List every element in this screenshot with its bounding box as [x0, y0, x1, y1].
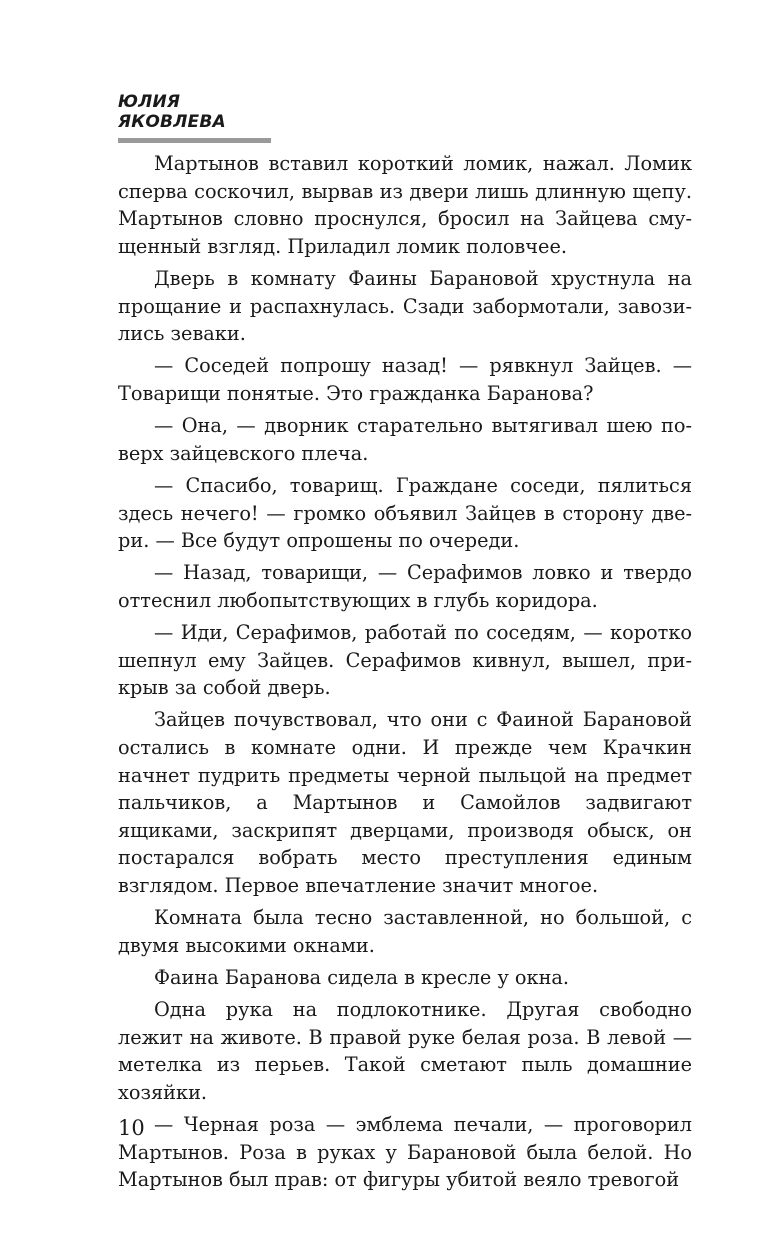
- running-head: [118, 92, 278, 143]
- running-head-author: ЮЛИЯ ЯКОВЛЕВА: [118, 92, 226, 132]
- paragraph-2: Дверь в комнату Фаины Барановой хрустнула на прощание и распахнулась. Сзади забормотали, завозились зеваки.: [118, 266, 692, 346]
- paragraph-3: — Соседей попрошу назад! — рявкнул Зайцев. — Товарищи понятые. Это гражданка Баранова?: [118, 354, 692, 405]
- running-head-rule: [118, 138, 271, 143]
- paragraph-9: Комната была тесно заставленной, но большой, с двумя высокими окнами.: [118, 906, 692, 957]
- paragraph-12: — Черная роза — эмблема печали, — проговорил Мартынов. Роза в руках у Барановой была белой. Но Мартынов был прав: от фигуры убитой веяло тревогой: [118, 1113, 692, 1192]
- paragraph-7: — Иди, Серафимов, работай по соседям, — коротко шепнул ему Зайцев. Серафимов кивнул, вышел, прикрыв за собой дверь.: [118, 621, 692, 700]
- paragraph-1: Мартынов вставил короткий ломик, нажал. Ломик сперва соскочил, вырвав из двери лишь длинную щепу. Мартынов словно проснулся, бросил на Зайцева смущенный взгляд. Приладил ломик половчее.: [118, 152, 692, 258]
- paragraph-4: — Она, — дворник старательно вытягивал шею поверх зайцевского плеча.: [118, 414, 692, 465]
- page-number: 10: [118, 1116, 145, 1140]
- paragraph-10: Фаина Баранова сидела в кресле у окна.: [154, 965, 570, 989]
- body-text: [118, 150, 692, 1199]
- paragraph-6: — Назад, товарищи, — Серафимов ловко и твердо оттеснил любопытствующих в глубь коридора.: [118, 561, 692, 612]
- paragraph-5: — Спасибо, товарищ. Граждане соседи, пялиться здесь нечего! — громко объявил Зайцев в сторону двери. — Все будут опрошены по очереди.: [118, 473, 692, 553]
- paragraph-11: Одна рука на подлокотнике. Другая свободно лежит на животе. В правой руке белая роза. В левой — метелка из перьев. Такой сметают пыль домашние хозяйки.: [118, 998, 692, 1104]
- paragraph-8: Зайцев почувствовал, что они с Фаиной Барановой остались в комнате одни. И прежде чем Крачкин начнет пудрить предметы черной пыльцой на предмет пальчиков, а Мартынов и Самойлов задвигают ящиками, заскрипят дверцами, производя обыск, он постарался вобрать место преступления единым взглядом. Первое впечатление значит многое.: [118, 708, 692, 897]
